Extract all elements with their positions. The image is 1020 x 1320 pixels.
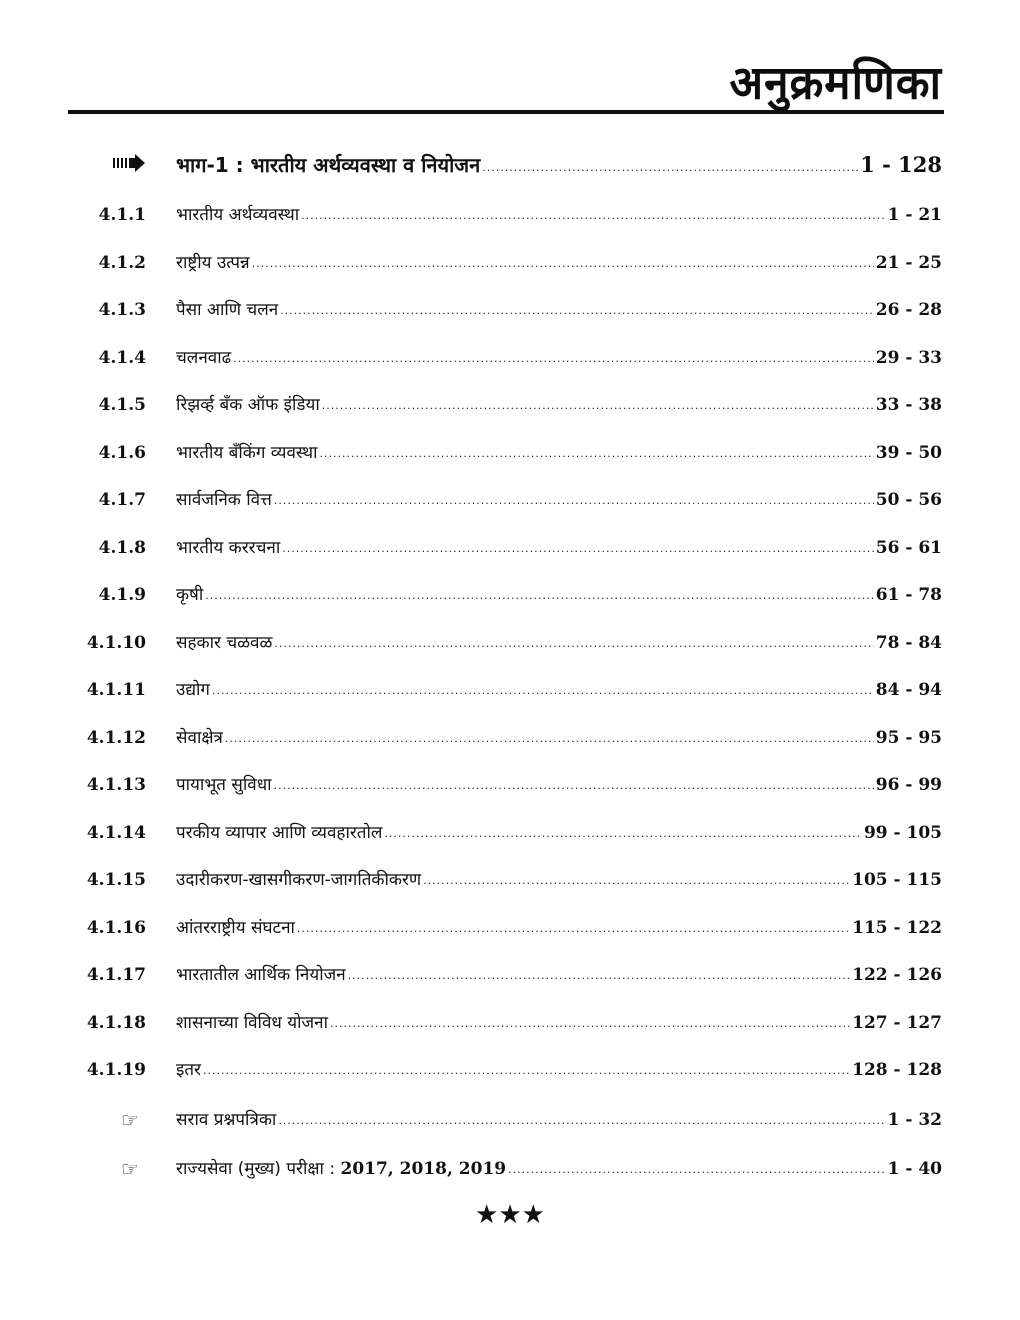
toc-row[interactable]	[0, 673, 1020, 707]
page-range: 21 - 25	[875, 253, 942, 273]
toc-row[interactable]	[0, 388, 1020, 422]
chapter-title: पैसा आणि चलन	[176, 300, 279, 320]
page-range: 39 - 50	[875, 443, 942, 463]
chapter-number: 4.1.14	[86, 823, 146, 843]
page-range: 127 - 127	[852, 1013, 942, 1033]
dot-leader	[348, 959, 850, 993]
page-range: 99 - 105	[863, 823, 942, 843]
page-range: 95 - 95	[875, 728, 942, 748]
toc-row[interactable]	[0, 816, 1020, 850]
toc-extra-row[interactable]	[0, 1152, 1020, 1186]
pointing-hand-icon: ☞	[121, 1157, 139, 1181]
chapter-title: भारतीय कररचना	[176, 538, 281, 558]
page-range: 50 - 56	[875, 490, 942, 510]
chapter-number: 4.1.6	[98, 443, 146, 463]
extra-title: सराव प्रश्नपत्रिका	[176, 1110, 277, 1130]
chapter-number: 4.1.19	[86, 1060, 146, 1080]
title-divider	[68, 110, 944, 114]
dot-leader	[482, 151, 858, 185]
toc-row[interactable]	[0, 1053, 1020, 1087]
chapter-title: पायाभूत सुविधा	[176, 775, 272, 795]
chapter-title: शासनाच्या विविध योजना	[176, 1013, 328, 1033]
chapter-title: राष्ट्रीय उत्पन्न	[176, 253, 250, 273]
toc-row[interactable]	[0, 768, 1020, 802]
page-range: 122 - 126	[852, 965, 942, 985]
chapter-number: 4.1.1	[98, 205, 146, 225]
toc-row[interactable]	[0, 863, 1020, 897]
dot-leader	[384, 817, 862, 851]
chapter-title: भारतातील आर्थिक नियोजन	[176, 965, 346, 985]
dot-leader	[205, 579, 873, 613]
dot-leader	[203, 1054, 850, 1088]
toc-row[interactable]	[0, 578, 1020, 612]
dot-leader	[274, 769, 874, 803]
chapter-title: सार्वजनिक वित्त	[176, 490, 272, 510]
chapter-title: उदारीकरण-खासगीकरण-जागतिकीकरण	[176, 870, 422, 890]
chapter-title: सहकार चळवळ	[176, 633, 273, 653]
page-range: 33 - 38	[875, 395, 942, 415]
toc-row[interactable]	[0, 293, 1020, 327]
toc-row[interactable]	[0, 1006, 1020, 1040]
chapter-number: 4.1.2	[98, 253, 146, 273]
chapter-number: 4.1.12	[86, 728, 146, 748]
toc-row[interactable]	[0, 436, 1020, 470]
chapter-number: 4.1.5	[98, 395, 146, 415]
toc-part-pages: 1 - 128	[860, 152, 942, 177]
toc-extra-row[interactable]	[0, 1103, 1020, 1137]
page-range: 78 - 84	[875, 633, 942, 653]
dot-leader	[274, 484, 874, 518]
toc-row[interactable]	[0, 198, 1020, 232]
toc-part-row[interactable]	[0, 148, 1020, 182]
toc-row[interactable]	[0, 531, 1020, 565]
chapter-title: आंतरराष्ट्रीय संघटना	[176, 918, 295, 938]
toc-part-label: भाग-1 : भारतीय अर्थव्यवस्था व नियोजन	[176, 153, 481, 177]
page-range: 61 - 78	[875, 585, 942, 605]
chapter-title: कृषी	[176, 585, 204, 605]
chapter-title: उद्योग	[176, 680, 210, 700]
chapter-number: 4.1.9	[98, 585, 146, 605]
page-range: 1 - 21	[887, 205, 942, 225]
toc-row[interactable]	[0, 626, 1020, 660]
page-range: 84 - 94	[875, 680, 942, 700]
chapter-number: 4.1.16	[86, 918, 146, 938]
toc-row[interactable]	[0, 246, 1020, 280]
exam-years: 2017, 2018, 2019	[340, 1159, 507, 1179]
chapter-title: इतर	[176, 1060, 201, 1080]
page-range: 26 - 28	[875, 300, 942, 320]
chapter-number: 4.1.7	[98, 490, 146, 510]
dot-leader	[282, 532, 874, 566]
chapter-number: 4.1.3	[98, 300, 146, 320]
toc-row[interactable]	[0, 341, 1020, 375]
chapter-title: चलनवाढ	[176, 348, 232, 368]
toc-row[interactable]	[0, 483, 1020, 517]
chapter-title: सेवाक्षेत्र	[176, 728, 223, 748]
arrow-right-icon	[110, 148, 150, 182]
toc-row[interactable]	[0, 721, 1020, 755]
chapter-number: 4.1.15	[86, 870, 146, 890]
page-range: 105 - 115	[852, 870, 942, 890]
chapter-number: 4.1.8	[98, 538, 146, 558]
toc-row[interactable]	[0, 958, 1020, 992]
chapter-number: 4.1.11	[86, 680, 146, 700]
dot-leader	[423, 864, 850, 898]
dot-leader	[274, 627, 873, 661]
pointing-hand-icon: ☞	[121, 1108, 139, 1132]
page-range: 115 - 122	[852, 918, 942, 938]
dot-leader	[330, 1007, 850, 1041]
dot-leader	[322, 389, 874, 423]
dot-leader	[319, 437, 873, 471]
dot-leader	[278, 1104, 885, 1138]
page-range: 128 - 128	[852, 1060, 942, 1080]
dot-leader	[301, 199, 885, 233]
chapter-number: 4.1.13	[86, 775, 146, 795]
extra-title	[176, 1152, 506, 1186]
page-range: 56 - 61	[875, 538, 942, 558]
dot-leader	[297, 912, 850, 946]
dot-leader	[225, 722, 874, 756]
chapter-number: 4.1.18	[86, 1013, 146, 1033]
page-range: 1 - 40	[887, 1159, 942, 1179]
chapter-title: भारतीय बँकिंग व्यवस्था	[176, 443, 318, 463]
dot-leader	[252, 247, 874, 281]
chapter-title: परकीय व्यापार आणि व्यवहारतोल	[176, 823, 383, 843]
chapter-number: 4.1.17	[86, 965, 146, 985]
chapter-number: 4.1.4	[98, 348, 146, 368]
page-range: 96 - 99	[875, 775, 942, 795]
toc-row[interactable]	[0, 911, 1020, 945]
chapter-number: 4.1.10	[86, 633, 146, 653]
extra-title-text: राज्यसेवा (मुख्य) परीक्षा :	[176, 1159, 341, 1179]
chapter-title: भारतीय अर्थव्यवस्था	[176, 205, 300, 225]
dot-leader	[280, 294, 874, 328]
end-stars: ★★★	[475, 1200, 545, 1230]
dot-leader	[508, 1153, 886, 1187]
dot-leader	[233, 342, 874, 376]
page-title: अनुक्रमणिका	[729, 56, 942, 111]
page-range: 29 - 33	[875, 348, 942, 368]
dot-leader	[212, 674, 874, 708]
chapter-title: रिझर्व्ह बँक ऑफ इंडिया	[176, 395, 320, 415]
page-range: 1 - 32	[887, 1110, 942, 1130]
